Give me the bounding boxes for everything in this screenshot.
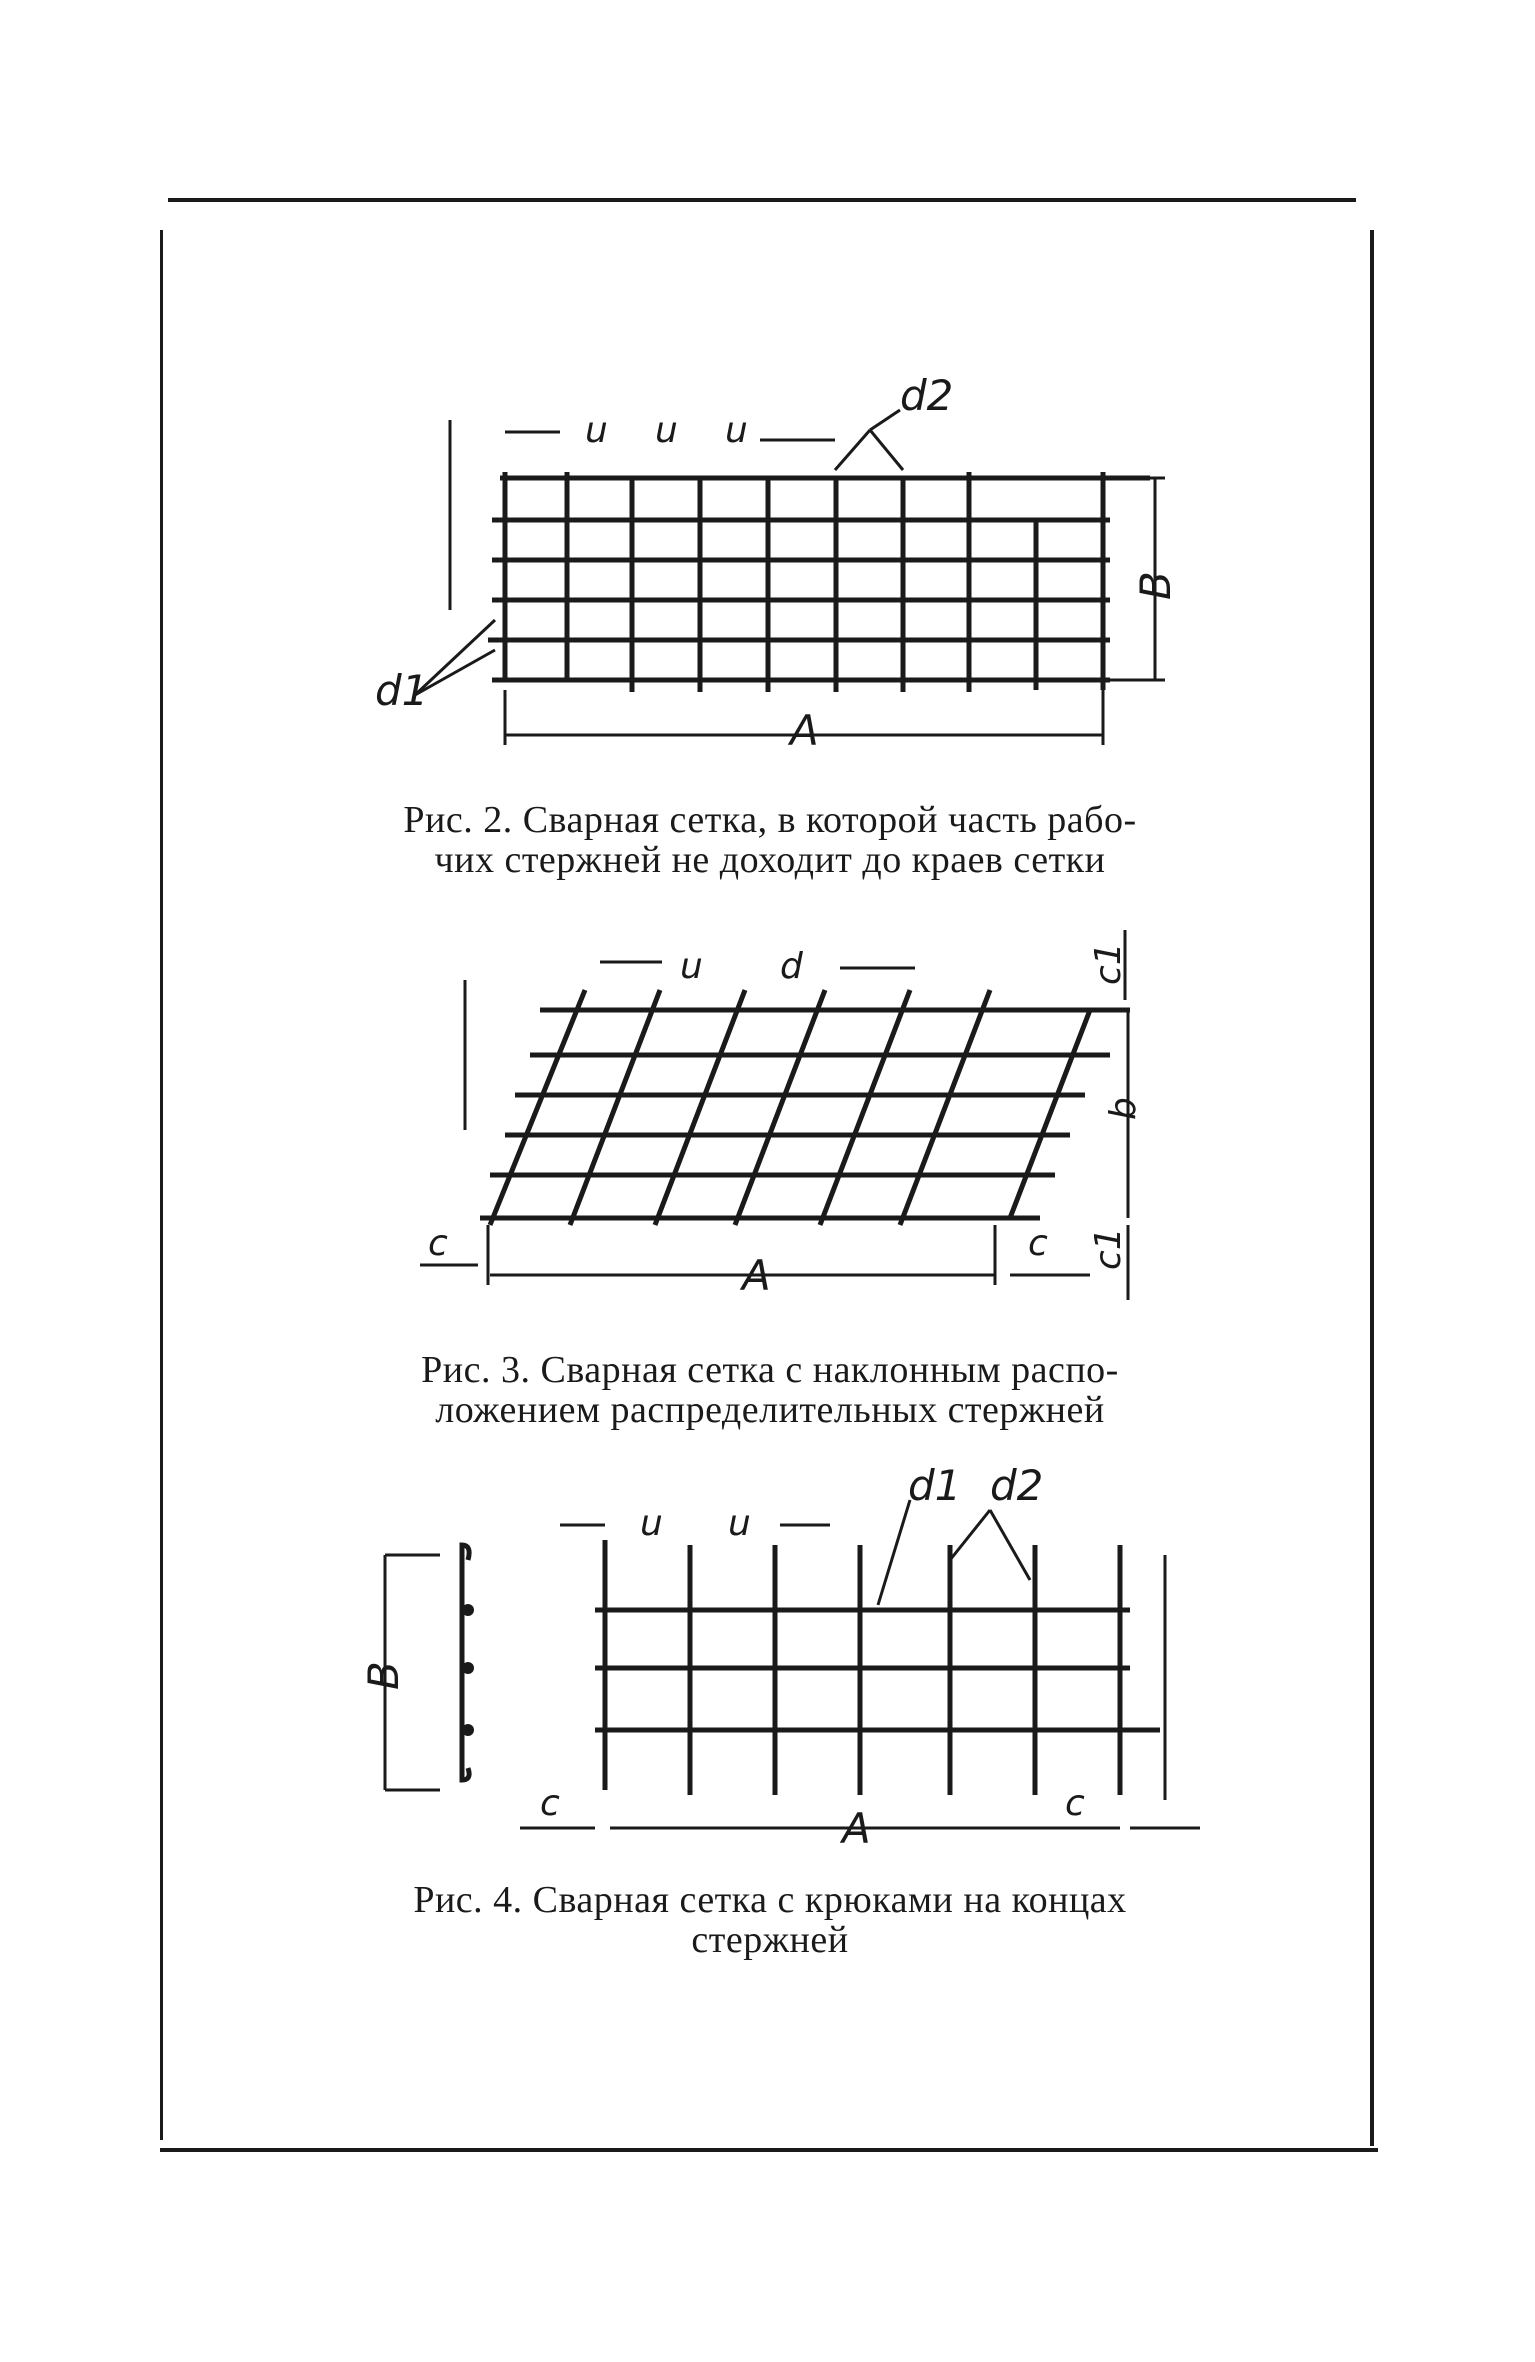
figure-2-caption-line-2: чих стержней не доходит до краев сетки xyxy=(434,839,1106,881)
fig4-c-left-label: c xyxy=(540,1783,560,1824)
fig4-length-label: A xyxy=(842,1804,871,1853)
bottom-border-line xyxy=(160,2148,1378,2152)
fig3-width-label: b xyxy=(1103,1097,1144,1120)
fig4-c-right-label: c xyxy=(1065,1783,1085,1824)
fig2-spacing-label-2: u xyxy=(655,410,678,451)
fig4-spacing-label-2: u xyxy=(728,1503,751,1544)
fig3-c1-top-label: c1 xyxy=(1088,942,1129,985)
figure-4-caption xyxy=(330,1880,1210,1960)
fig3-c-right-label: c xyxy=(1028,1223,1048,1264)
fig4-width-label: B xyxy=(359,1661,408,1690)
fig2-spacing-label-3: u xyxy=(725,410,748,451)
fig3-d-label: d xyxy=(780,946,803,987)
fig3-spacing-label: u xyxy=(680,946,703,987)
fig3-c-left-label: c xyxy=(428,1223,448,1264)
figure-3-caption-line-1: Рис. 3. Сварная сетка с наклонным распо- xyxy=(421,1349,1119,1391)
figure-4-caption-line-1: Рис. 4. Сварная сетка с крюками на концах xyxy=(413,1879,1127,1921)
fig3-length-label: A xyxy=(742,1251,771,1300)
fig4-d2-label: d2 xyxy=(990,1461,1044,1510)
fig2-spacing-label-1: u xyxy=(585,410,608,451)
figure-2-caption-line-1: Рис. 2. Сварная сетка, в которой часть рабо- xyxy=(403,799,1137,841)
fig3-c1-bottom-label: c1 xyxy=(1088,1227,1129,1270)
fig4-d1-label: d1 xyxy=(908,1461,962,1510)
figure-4-caption-line-2: стержней xyxy=(691,1919,849,1961)
fig2-length-label: A xyxy=(790,706,819,755)
fig2-width-label: B xyxy=(1131,571,1180,600)
fig2-d1-label: d1 xyxy=(375,666,429,715)
fig2-d2-label: d2 xyxy=(900,371,954,420)
figure-3-caption-line-2: ложением распределительных стержней xyxy=(435,1389,1105,1431)
fig4-spacing-label-1: u xyxy=(640,1503,663,1544)
